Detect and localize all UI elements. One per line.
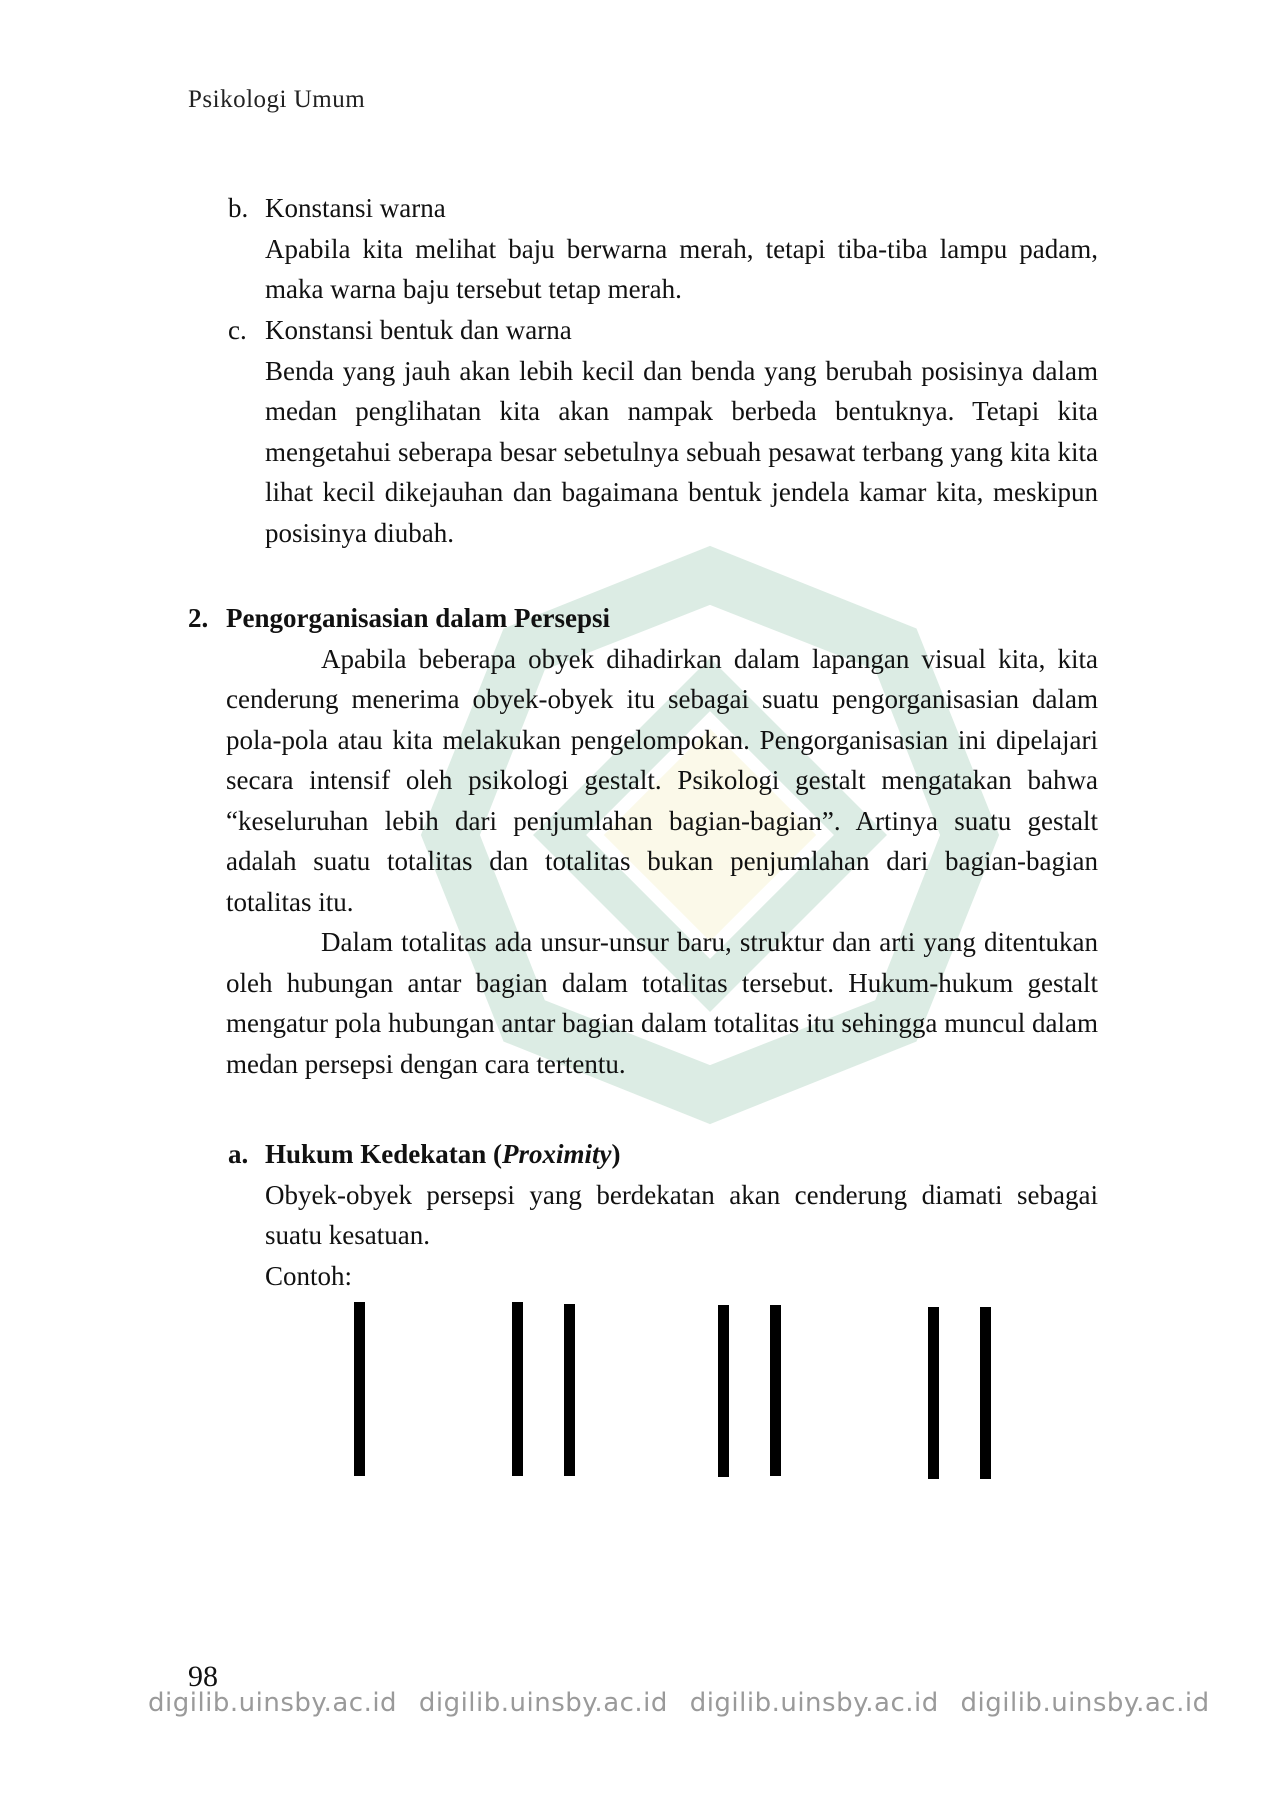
example-label: Contoh: bbox=[265, 1260, 353, 1291]
subsection-marker: a. bbox=[228, 1139, 249, 1169]
heading-italic: Proximity bbox=[502, 1139, 612, 1169]
section-number: 2. bbox=[188, 603, 209, 633]
footer-url: digilib.uinsby.ac.id bbox=[418, 1688, 668, 1718]
heading-prefix: Hukum Kedekatan ( bbox=[265, 1139, 503, 1169]
section-perceptual-organization bbox=[188, 598, 1098, 1084]
vertical-bar bbox=[928, 1307, 939, 1479]
footer-url: digilib.uinsby.ac.id bbox=[148, 1688, 398, 1718]
list-item-title: Konstansi bentuk dan warna bbox=[265, 315, 572, 345]
footer-watermark bbox=[148, 1688, 1210, 1718]
subsection-heading bbox=[265, 1134, 1098, 1175]
paragraph: Dalam totalitas ada unsur-unsur baru, struktur dan arti yang ditentukan oleh hubungan antar bagian dalam totalitas tersebut. Hukum-hukum gestalt mengatur pola hubungan antar bagian dalam totalitas itu sehingga muncul dalam medan persepsi dengan cara tertentu. bbox=[226, 927, 1098, 1079]
list-item-b bbox=[228, 188, 1098, 310]
vertical-bar bbox=[564, 1304, 575, 1476]
heading-suffix: ) bbox=[611, 1139, 621, 1169]
list-item-text: Benda yang jauh akan lebih kecil dan benda yang berubah posisinya dalam medan penglihatan kita akan nampak berbeda bentuknya. Tetapi kita mengetahui seberapa besar sebetulnya sebuah pesawat terbang yang kita kita lihat kecil dikejauhan dan bagaimana bentuk jendela kamar kita, meskipun posisinya diubah. bbox=[265, 355, 1098, 548]
subsection-text: Obyek-obyek persepsi yang berdekatan akan cenderung diamati sebagai suatu kesatuan. bbox=[265, 1179, 1098, 1250]
vertical-bar bbox=[512, 1302, 523, 1476]
footer-url: digilib.uinsby.ac.id bbox=[689, 1688, 939, 1718]
vertical-bar bbox=[980, 1307, 991, 1479]
paragraph: Apabila beberapa obyek dihadirkan dalam lapangan visual kita, kita cenderung menerima obyek-obyek itu sebagai suatu pengorganisasian dalam pola-pola atau kita melakukan pengelompokan. Pengorganisasian ini dipelajari secara intensif oleh psikologi gestalt. Psikologi gestalt mengatakan bahwa “keseluruhan lebih dari penjumlahan bagian-bagian”. Artinya suatu gestalt adalah suatu totalitas dan totalitas bukan penjumlahan dari bagian-bagian totalitas itu. bbox=[226, 643, 1098, 917]
page-number: 98 bbox=[188, 1660, 218, 1693]
vertical-bar bbox=[770, 1305, 781, 1476]
vertical-bar bbox=[718, 1305, 729, 1477]
list-item-c bbox=[228, 310, 1098, 553]
running-header: Psikologi Umum bbox=[188, 86, 366, 113]
vertical-bar bbox=[354, 1302, 365, 1476]
footer-url: digilib.uinsby.ac.id bbox=[960, 1688, 1210, 1718]
proximity-figure bbox=[340, 1290, 1020, 1490]
subsection-proximity bbox=[228, 1134, 1098, 1296]
list-item-title: Konstansi warna bbox=[265, 193, 446, 223]
list-marker: b. bbox=[228, 193, 249, 223]
list-marker: c. bbox=[228, 315, 247, 345]
section-heading: Pengorganisasian dalam Persepsi bbox=[226, 603, 611, 633]
list-item-text: Apabila kita melihat baju berwarna merah, tetapi tiba-tiba lampu padam, maka warna baju tersebut tetap merah. bbox=[265, 233, 1098, 304]
